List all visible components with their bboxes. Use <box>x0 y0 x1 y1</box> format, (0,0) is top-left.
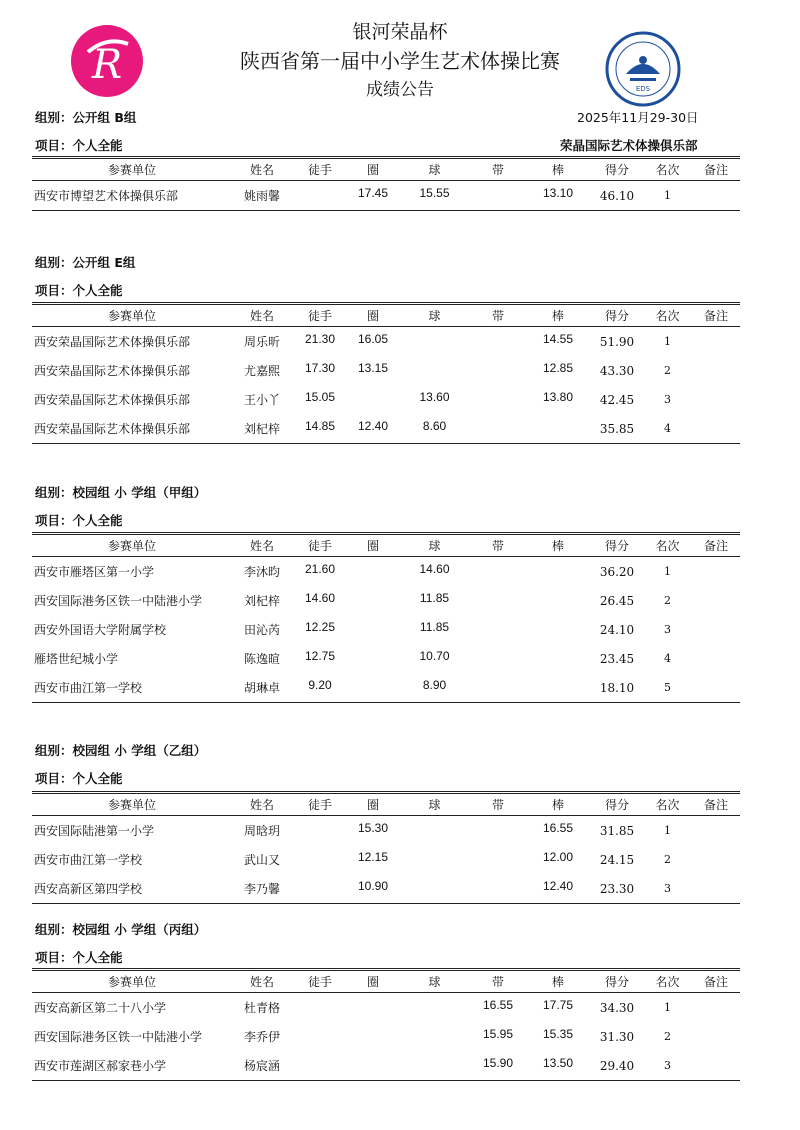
table-row <box>32 1051 740 1081</box>
cell-rank: 3 <box>664 623 671 636</box>
col-name: 姓名 <box>249 975 274 989</box>
cell-hoop <box>348 641 398 670</box>
cell-unit: 雁塔世纪城小学 <box>34 652 119 666</box>
cell-ribbon <box>471 411 525 441</box>
cell-hoop: 12.40 <box>348 411 398 441</box>
event-date: 2025年11月29-30日 <box>577 110 699 125</box>
cell-rank: 2 <box>664 594 671 607</box>
group-label: 组别：校园组 小 学组（丙组） <box>35 922 207 937</box>
cell-rank: 1 <box>643 181 692 211</box>
cell-clubs <box>525 411 591 441</box>
results-table <box>32 302 740 444</box>
cell-score: 51.90 <box>599 334 635 349</box>
col-rank: 名次 <box>655 975 680 989</box>
cell-ribbon <box>471 670 525 700</box>
cell-clubs: 13.50 <box>525 1048 591 1078</box>
cell-clubs: 12.85 <box>542 360 574 375</box>
results-table <box>32 156 740 211</box>
cell-hoop <box>348 1019 398 1048</box>
col-freehand: 徒手 <box>307 163 332 177</box>
cell-note <box>692 356 740 385</box>
event-label: 项目：个人全能 <box>35 513 123 528</box>
cell-score: 31.30 <box>599 1029 635 1044</box>
cell-unit: 西安市雁塔区第一小学 <box>34 565 155 579</box>
cell-rank: 3 <box>643 1051 692 1081</box>
cell-score: 36.20 <box>599 564 635 579</box>
col-hoop: 圈 <box>366 539 379 553</box>
cell-rank: 2 <box>664 364 671 377</box>
cell-note <box>692 673 740 703</box>
table-row <box>32 993 740 1023</box>
cell-freehand <box>292 813 348 843</box>
cell-name: 尤嘉熙 <box>243 364 280 378</box>
col-hoop: 圈 <box>366 975 379 989</box>
cell-ball: 14.60 <box>419 561 450 576</box>
col-ball: 球 <box>428 309 441 323</box>
table-row <box>32 356 740 385</box>
col-name: 姓名 <box>249 539 274 553</box>
col-clubs: 棒 <box>551 309 564 323</box>
col-ribbon: 带 <box>491 163 504 177</box>
cell-note <box>692 181 740 211</box>
group-label: 组别：公开组 E组 <box>35 255 136 270</box>
results-table <box>32 791 740 904</box>
cell-score: 43.30 <box>599 363 635 378</box>
cell-clubs: 12.40 <box>525 871 591 901</box>
cell-hoop: 15.30 <box>357 820 389 835</box>
cell-freehand <box>292 842 348 871</box>
cell-note <box>692 557 740 587</box>
table-row <box>32 816 740 846</box>
cell-ribbon <box>471 612 525 641</box>
cell-name: 李乔伊 <box>243 1030 280 1044</box>
cell-hoop <box>348 990 398 1020</box>
cell-freehand <box>292 1048 348 1078</box>
event-label: 项目：个人全能 <box>35 771 123 786</box>
cell-clubs: 13.80 <box>542 389 574 404</box>
cell-name: 田沁芮 <box>243 623 280 637</box>
table-row <box>32 557 740 587</box>
cell-ribbon: 15.95 <box>482 1026 514 1041</box>
cell-freehand: 17.30 <box>304 360 336 375</box>
col-rank: 名次 <box>655 309 680 323</box>
cell-ribbon <box>471 641 525 670</box>
col-clubs: 棒 <box>551 539 564 553</box>
col-rank: 名次 <box>655 539 680 553</box>
cell-unit: 西安市曲江第一学校 <box>34 853 143 867</box>
cell-note <box>692 644 740 673</box>
cell-unit: 西安国际港务区铁一中陆港小学 <box>34 594 203 608</box>
svg-text:R: R <box>91 42 123 88</box>
cell-name: 刘杞梓 <box>232 414 292 444</box>
cell-freehand: 21.30 <box>304 331 336 346</box>
cell-rank: 3 <box>664 393 671 406</box>
col-unit: 参赛单位 <box>107 539 156 553</box>
col-hoop: 圈 <box>366 798 379 812</box>
page-header <box>0 0 800 110</box>
cell-score: 23.45 <box>599 651 635 666</box>
cell-score: 42.45 <box>599 392 635 407</box>
cell-unit: 西安外国语大学附属学校 <box>34 623 167 637</box>
col-ribbon: 带 <box>491 975 504 989</box>
table-row <box>32 414 740 444</box>
cell-score: 35.85 <box>591 414 643 444</box>
cell-rank: 4 <box>664 652 671 665</box>
cell-unit: 西安国际陆港第一小学 <box>34 824 155 838</box>
event-label: 项目：个人全能 <box>35 138 123 153</box>
table-row <box>32 874 740 904</box>
col-unit: 参赛单位 <box>107 163 156 177</box>
cell-note <box>692 816 740 846</box>
group-label: 组别：校园组 小 学组（乙组） <box>35 743 207 758</box>
cell-freehand: 12.25 <box>304 619 336 634</box>
table-row <box>32 644 740 673</box>
cell-name: 李乃馨 <box>232 874 292 904</box>
cell-ribbon <box>471 554 525 584</box>
association-seal-icon <box>604 30 682 108</box>
col-unit: 参赛单位 <box>107 309 156 323</box>
cell-name: 陈逸暄 <box>243 652 280 666</box>
cell-freehand: 14.60 <box>304 590 336 605</box>
cell-clubs: 17.75 <box>542 997 574 1012</box>
cell-name: 刘杞梓 <box>243 594 280 608</box>
results-table <box>32 532 740 703</box>
title-announcement: 成绩公告 <box>366 80 434 100</box>
col-name: 姓名 <box>249 163 274 177</box>
table-row <box>32 1022 740 1051</box>
cell-ball <box>398 1048 471 1078</box>
table-row <box>32 181 740 211</box>
cell-freehand <box>292 990 348 1020</box>
cell-name: 武山又 <box>243 853 280 867</box>
col-unit: 参赛单位 <box>107 798 156 812</box>
col-clubs: 棒 <box>551 975 564 989</box>
cell-score: 26.45 <box>599 593 635 608</box>
col-clubs: 棒 <box>551 163 564 177</box>
cell-name: 杜青格 <box>243 1001 280 1015</box>
cell-clubs: 13.10 <box>525 178 591 208</box>
group-label: 组别：校园组 小 学组（甲组） <box>35 485 207 500</box>
cell-name: 胡琳卓 <box>232 673 292 703</box>
col-hoop: 圈 <box>366 163 379 177</box>
organizer-label: 荣晶国际艺术体操俱乐部 <box>560 138 698 153</box>
cell-rank: 5 <box>643 673 692 703</box>
cell-clubs <box>525 641 591 670</box>
cell-ball: 10.70 <box>419 648 450 663</box>
cell-name: 王小丫 <box>243 393 280 407</box>
svg-text:EDS: EDS <box>635 85 651 93</box>
cell-freehand: 9.20 <box>292 670 348 700</box>
cell-clubs <box>525 670 591 700</box>
cell-ball: 8.90 <box>398 670 471 700</box>
cell-score: 31.85 <box>599 823 635 838</box>
table-row <box>32 615 740 644</box>
cell-score: 24.15 <box>599 852 635 867</box>
cell-unit: 西安市曲江第一学校 <box>32 673 232 703</box>
cell-ribbon: 16.55 <box>482 997 514 1012</box>
cell-ball <box>398 842 471 871</box>
cell-clubs <box>525 554 591 584</box>
cell-ball <box>398 1019 471 1048</box>
cell-clubs <box>525 583 591 612</box>
cell-note <box>692 615 740 644</box>
cell-clubs: 15.35 <box>542 1026 574 1041</box>
cell-rank: 1 <box>664 824 671 837</box>
cell-name: 李沐昀 <box>243 565 280 579</box>
col-freehand: 徒手 <box>307 539 332 553</box>
col-ribbon: 带 <box>491 309 504 323</box>
col-score: 得分 <box>604 975 629 989</box>
cell-score: 29.40 <box>591 1051 643 1081</box>
cell-name: 周晗玥 <box>243 824 280 838</box>
cell-freehand <box>292 871 348 901</box>
col-ball: 球 <box>428 798 441 812</box>
cell-rank: 1 <box>664 1001 671 1014</box>
cell-ball: 13.60 <box>419 389 450 404</box>
cell-note <box>692 327 740 357</box>
cell-score: 34.30 <box>599 1000 635 1015</box>
table-row <box>32 385 740 414</box>
cell-rank: 2 <box>664 853 671 866</box>
col-note: 备注 <box>703 309 728 323</box>
cell-unit: 西安荣晶国际艺术体操俱乐部 <box>34 335 191 349</box>
col-rank: 名次 <box>655 163 680 177</box>
cell-note <box>692 1022 740 1051</box>
col-hoop: 圈 <box>366 309 379 323</box>
col-score: 得分 <box>604 309 629 323</box>
cell-freehand: 21.60 <box>304 561 336 576</box>
cell-ribbon <box>471 842 525 871</box>
cell-hoop <box>348 554 398 584</box>
cell-unit: 西安市博望艺术体操俱乐部 <box>32 181 232 211</box>
table-row <box>32 673 740 703</box>
cell-freehand <box>292 1019 348 1048</box>
col-ball: 球 <box>428 163 441 177</box>
cell-name: 杨宸涵 <box>232 1051 292 1081</box>
col-freehand: 徒手 <box>307 309 332 323</box>
cell-note <box>692 993 740 1023</box>
cell-rank: 1 <box>664 335 671 348</box>
cell-clubs <box>525 612 591 641</box>
col-name: 姓名 <box>249 309 274 323</box>
cell-unit: 西安荣晶国际艺术体操俱乐部 <box>34 393 191 407</box>
cell-ribbon: 15.90 <box>471 1048 525 1078</box>
col-ribbon: 带 <box>491 539 504 553</box>
cell-rank: 1 <box>664 565 671 578</box>
cell-unit: 西安国际港务区铁一中陆港小学 <box>34 1030 203 1044</box>
cell-unit: 西安高新区第二十八小学 <box>34 1001 167 1015</box>
cell-freehand: 15.05 <box>304 389 336 404</box>
cell-unit: 西安高新区第四学校 <box>32 874 232 904</box>
cell-ball <box>398 353 471 382</box>
cell-note <box>692 586 740 615</box>
cell-clubs: 12.00 <box>542 849 574 864</box>
col-score: 得分 <box>604 163 629 177</box>
cell-rank: 2 <box>664 1030 671 1043</box>
cell-score: 18.10 <box>591 673 643 703</box>
col-rank: 名次 <box>655 798 680 812</box>
cell-note <box>692 385 740 414</box>
cell-hoop <box>348 583 398 612</box>
cell-ball <box>398 990 471 1020</box>
cell-name: 周乐昕 <box>243 335 280 349</box>
cell-ribbon <box>471 871 525 901</box>
cell-unit: 西安荣晶国际艺术体操俱乐部 <box>32 414 232 444</box>
cell-name: 姚雨馨 <box>232 181 292 211</box>
table-row <box>32 586 740 615</box>
cell-ball: 8.60 <box>398 411 471 441</box>
cell-hoop: 17.45 <box>348 178 398 208</box>
cell-hoop: 10.90 <box>348 871 398 901</box>
cell-ribbon <box>471 813 525 843</box>
group-label: 组别：公开组 B组 <box>35 110 137 125</box>
cell-ball <box>398 324 471 354</box>
cell-clubs: 16.55 <box>542 820 574 835</box>
event-label: 项目：个人全能 <box>35 283 123 298</box>
cell-ribbon <box>471 324 525 354</box>
col-note: 备注 <box>703 798 728 812</box>
results-table <box>32 968 740 1081</box>
cell-hoop: 12.15 <box>357 849 389 864</box>
event-label: 项目：个人全能 <box>35 950 123 965</box>
cell-ribbon <box>471 382 525 411</box>
table-row <box>32 327 740 357</box>
table-row <box>32 845 740 874</box>
cell-note <box>692 845 740 874</box>
col-note: 备注 <box>703 163 728 177</box>
col-clubs: 棒 <box>551 798 564 812</box>
cell-ball: 15.55 <box>398 178 471 208</box>
cell-freehand <box>292 178 348 208</box>
cell-ribbon <box>471 353 525 382</box>
cell-freehand: 12.75 <box>304 648 336 663</box>
cell-unit: 西安荣晶国际艺术体操俱乐部 <box>34 364 191 378</box>
col-freehand: 徒手 <box>307 798 332 812</box>
cell-hoop <box>348 382 398 411</box>
col-score: 得分 <box>604 798 629 812</box>
cell-hoop <box>348 1048 398 1078</box>
cell-ball <box>398 813 471 843</box>
cell-hoop <box>348 612 398 641</box>
cell-clubs: 14.55 <box>542 331 574 346</box>
cell-note <box>692 1051 740 1081</box>
col-ball: 球 <box>428 539 441 553</box>
col-name: 姓名 <box>249 798 274 812</box>
title-cup: 银河荣晶杯 <box>352 21 448 43</box>
col-unit: 参赛单位 <box>107 975 156 989</box>
cell-rank: 3 <box>643 874 692 904</box>
cell-score: 24.10 <box>599 622 635 637</box>
cell-score: 46.10 <box>591 181 643 211</box>
cell-hoop: 13.15 <box>357 360 389 375</box>
title-competition: 陕西省第一届中小学生艺术体操比赛 <box>240 49 560 73</box>
cell-hoop: 16.05 <box>357 331 389 346</box>
col-ribbon: 带 <box>491 798 504 812</box>
cell-hoop <box>348 670 398 700</box>
col-ball: 球 <box>428 975 441 989</box>
cell-ribbon <box>471 583 525 612</box>
cell-ball <box>398 871 471 901</box>
cell-score: 23.30 <box>591 874 643 904</box>
cell-rank: 4 <box>643 414 692 444</box>
col-note: 备注 <box>703 975 728 989</box>
col-freehand: 徒手 <box>307 975 332 989</box>
cell-note <box>692 414 740 444</box>
cell-ribbon <box>471 178 525 208</box>
col-score: 得分 <box>604 539 629 553</box>
cell-freehand: 14.85 <box>292 411 348 441</box>
cell-note <box>692 874 740 904</box>
cell-ball: 11.85 <box>419 590 450 605</box>
cell-unit: 西安市莲湖区郝家巷小学 <box>32 1051 232 1081</box>
cell-ball: 11.85 <box>419 619 450 634</box>
col-note: 备注 <box>703 539 728 553</box>
